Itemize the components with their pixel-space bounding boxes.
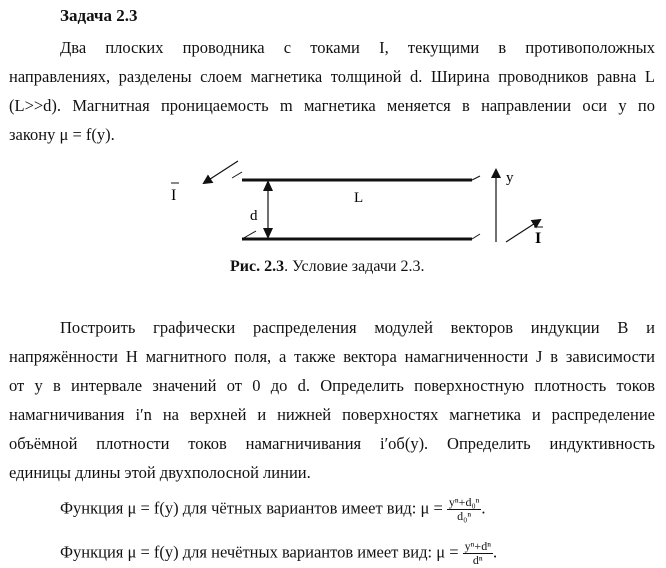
- function-even-fraction: [447, 496, 482, 523]
- problem-statement: [9, 33, 655, 149]
- requirements-line-1: Построить графически распределения модулей векторов индукции B и: [60, 318, 655, 337]
- function-even-numerator: yⁿ+d₀ⁿ: [448, 495, 480, 509]
- thickness-arrowhead-top: [263, 180, 273, 191]
- statement-line-4: закону μ = f(y).: [9, 125, 115, 144]
- thickness-label: d: [250, 208, 258, 224]
- lower-conductor-edge: [472, 234, 480, 239]
- function-even-denominator: d₀ⁿ: [457, 509, 472, 523]
- function-even: Функция μ = f(y) для чётных вариантов имеет вид: μ = $\frac{\text{yⁿ+d₀ⁿ}}{\text{d₀ⁿ}}$ .: [60, 495, 486, 523]
- function-odd: Функция μ = f(y) для нечётных вариантов имеет вид: μ = $\frac{\text{yⁿ+dⁿ}}{\text{dⁿ}}$ .: [60, 539, 498, 567]
- figure-caption-text: . Условие задачи 2.3.: [284, 258, 425, 275]
- statement-line-2: направлениях, разделены слоем магнетика толщиной d. Ширина проводников равна L: [9, 67, 655, 86]
- current-label-right: I: [535, 230, 542, 247]
- thickness-arrowhead-bottom: [263, 228, 273, 239]
- function-odd-denominator: dⁿ: [472, 553, 483, 567]
- statement-line-1: Два плоских проводника с токами I, текущими в противоположных: [60, 38, 655, 57]
- y-axis-label: y: [506, 170, 514, 186]
- current-arrow-left: [204, 161, 238, 183]
- function-odd-numerator: yⁿ+dⁿ: [464, 539, 491, 553]
- requirements-line-4: намагничивания i′n на верхней и нижней поверхностях магнетика и распределение: [9, 405, 655, 424]
- requirements-line-2: напряжённости H магнитного поля, а также вектора намагниченности J в зависимости: [9, 347, 655, 366]
- figure-caption-label: Рис. 2.3: [230, 258, 285, 275]
- task-requirements: [9, 313, 655, 487]
- task-title: Задача 2.3: [60, 6, 138, 25]
- figure-caption: [230, 258, 424, 276]
- conductors-diagram: [150, 150, 570, 260]
- requirements-line-3: от y в интервале значений от 0 до d. Определить поверхностную плотность токов: [9, 376, 655, 395]
- function-odd-fraction: [463, 540, 493, 567]
- requirements-line-6: единицы длины этой двухполосной линии.: [9, 463, 311, 482]
- width-label: L: [354, 190, 364, 206]
- function-odd-text: Функция μ = f(y) для нечётных вариантов имеет вид: μ =: [60, 542, 459, 562]
- function-even-text: Функция μ = f(y) для чётных вариантов имеет вид: μ =: [60, 498, 443, 518]
- upper-conductor-edge: [472, 176, 480, 180]
- current-label-left: I: [171, 187, 177, 204]
- statement-line-3: (L>>d). Магнитная проницаемость m магнетика меняется в направлении оси y по: [9, 96, 655, 115]
- upper-conductor-edge: [232, 172, 242, 178]
- requirements-line-5: объёмной плотности токов намагничивания i′об(y). Определить индуктивность: [9, 434, 655, 453]
